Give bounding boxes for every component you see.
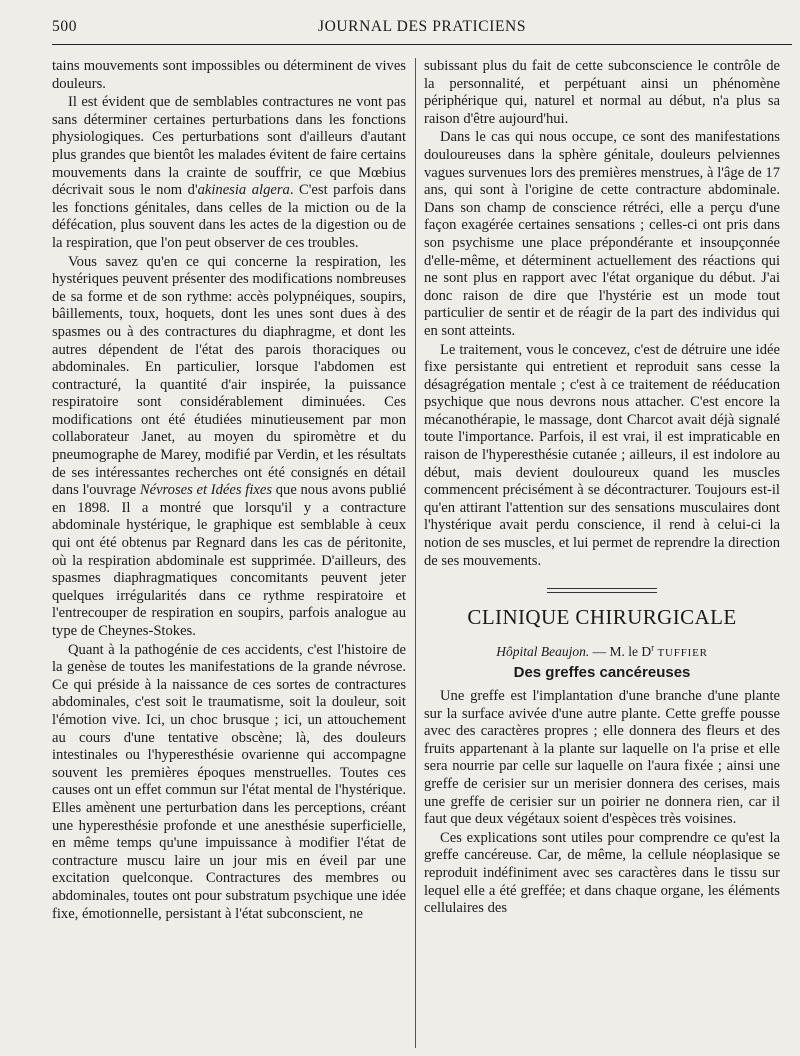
page-number: 500 bbox=[52, 18, 78, 35]
left-column bbox=[52, 58, 406, 1048]
article-title: Des greffes cancéreuses bbox=[513, 664, 691, 682]
book-title: Névroses et Idées fixes bbox=[139, 482, 273, 499]
latin-term: akinesia algera bbox=[197, 182, 290, 199]
text-run: Vous savez qu'en ce qui concerne la respiration, les hystériques peuvent présenter des modifications nombreuses de sa forme et de son rythme: accès polypnéiques, soupirs, bâillements, toux, hoquets, dont les unes sont dues à des spasmes ou à des contractures du diaphragme, et dont les autres dépendent de l'état des parois thoraciques ou abdominales. En particulier, lorsque l'abdomen est contracturé, la quantité d'air inspirée, la puissance respiratoire sont considérablement diminuées. Ces modifications ont été étudiées minutieusement par mon collaborateur Janet, au moyen du spiromètre et du pneumographe de Marey, modifié par Verdin, et les résultats de ses intéressantes recherches ont été consignés en détail dans l'ouvrage bbox=[52, 253, 406, 499]
column-divider bbox=[415, 58, 416, 1048]
paragraph bbox=[52, 94, 406, 252]
header-rule bbox=[52, 44, 792, 45]
text-run: . C'est parfois dans les fonctions génitales, dans celles de la miction ou de la défécation, plus souvent dans les actes de la digestion ou de la respiration, que l'on peut observer de ces troubles. bbox=[52, 182, 406, 251]
paragraph: tains mouvements sont impossibles ou déterminent de vives douleurs. bbox=[52, 58, 406, 92]
byline-separator: — M. le D bbox=[589, 643, 652, 659]
paragraph: Une greffe est l'implantation d'une branche d'une plante sur la surface avivée d'une autre plante. Cette greffe pousse avec des caractères propres ; elle donnera des fleurs et des fruits appartenant à la plante sur laquelle on l'a prise et elle sera nourrie par celle sur laquelle on l'aura fixée ; ainsi une greffe de cerisier sur un merisier donnera des cerises, mais une greffe de cerisier sur un poirier ne donnera rien, car il faut que deux végétaux soient d'espèces très voisines. bbox=[424, 688, 780, 828]
right-column bbox=[424, 58, 780, 1048]
journal-title: JOURNAL DES PRATICIENS bbox=[317, 18, 527, 35]
paragraph: subissant plus du fait de cette subconscience le contrôle de la personnalité, et perpétuant ainsi un phénomène périphérique qui, naturel et normal au début, n'a plus sa raison d'être aujourd'hui. bbox=[424, 58, 780, 127]
paragraph: Ces explications sont utiles pour comprendre ce qu'est la greffe cancéreuse. Car, de même, la cellule néoplasique se reproduit indéfiniment avec ses caractères dans le tissu sur lequel elle a été greffée; et dans chaque organe, les éléments cellulaires des bbox=[424, 829, 780, 917]
hospital-name: Hôpital Beaujon. bbox=[496, 643, 590, 659]
title-superscript: r bbox=[651, 642, 655, 653]
author-name: TUFFIER bbox=[657, 646, 708, 659]
article-byline bbox=[424, 643, 780, 663]
text-run: Il est évident que de semblables contractures ne vont pas sans déterminer certaines perturbations dans les fonctions physiologiques. Ces perturbations sont d'ailleurs d'autant plus grandes que bientôt les malades évitent de faire certains mouvements dans la crainte de souffrir, ce que Mœbius décrivait sous le nom d' bbox=[52, 94, 406, 199]
paragraph: Le traitement, vous le concevez, c'est de détruire une idée fixe persistante qui entretient et reproduit sans cesse la désagrégation mentale ; c'est à ce traitement de rééducation psychique que nous devrons nous attacher. C'est encore la mécanothérapie, le massage, dont Charcot avait déjà signalé toute l'importance. Parfois, il est vrai, il est impraticable en raison de l'hyperesthésie cutanée ; ailleurs, il est indolore au début, mais devient douloureux quand les muscles commencent précisément à se décontracturer. Toujours est-il qu'en attirant l'attention sur des sensations musculaires dont l'hystérique avait perdu conscience, il rend à celui-ci la notion de ses muscles, et lui permet de reprendre la direction de ses mouvements. bbox=[424, 341, 780, 569]
paragraph: Quant à la pathogénie de ces accidents, c'est l'histoire de la genèse de toutes les manifestations de la grande névrose. Ce qui préside à la naissance de ces sortes de contractures abdominales, c'est soit le traumatisme, soit la douleur, soit l'émotion vive. Ici, un choc brusque ; ici, un attouchement au cours d'une tentative obscène; là, des douleurs intestinales ou l'hyperesthésie ovarienne qui accompagne souvent les premières époques menstruelles. Toutes ces causes ont un effet commun sur l'état mental de l'hystérique. Elles amènent une perturbation dans les perceptions, créant une hyperesthésie profonde et une anesthésie superficielle, en même temps qu'une impuissance à modifier l'état de contracture muscu laire un jour mis en éveil par une excitation quelconque. Contractures des membres ou abdominales, toutes ont pour substratum psychique une idée fixe, émotionnelle, persistant à l'état subconscient, ne bbox=[52, 641, 406, 922]
paragraph: Dans le cas qui nous occupe, ce sont des manifestations douloureuses dans la sphère génitale, douleurs pelviennes vagues survenues lors des premières menstrues, à l'âge de 17 ans, qui sont à l'origine de cette contracture abdominale. Dans son champ de conscience rétréci, elle a perçu d'une façon exagérée certaines sensations ; celles-ci ont pris dans son psychisme une place prépondérante et insoupçonnée d'elle-même, et déterminent actuellement des réactions qui ne sont plus en rapport avec l'état organique du début. J'ai donc raison de dire que l'hystérie est un mode tout particulier de sentir et de réagir de la part des individus qui en sont atteints. bbox=[424, 129, 780, 339]
section-divider bbox=[547, 588, 657, 593]
section-heading: CLINIQUE CHIRURGICALE bbox=[467, 605, 737, 630]
running-head bbox=[52, 14, 792, 42]
paragraph bbox=[52, 254, 406, 641]
text-run: que nous avons publié en 1898. Il a montré que lorsqu'il y a contracture abdominale hystérique, le graphique est semblable à ceux qui ont été obtenus par Regnard dans les cas de péritonite, où la respiration abdominale est supprimée. D'ailleurs, des spasmes diaphragmatiques concomitants peuvent jeter quelques irrégularités dans ce rythme respiratoire et l'entrecouper de respiration en soupirs, parfois analogue au type de Cheynes-Stokes. bbox=[52, 482, 406, 639]
